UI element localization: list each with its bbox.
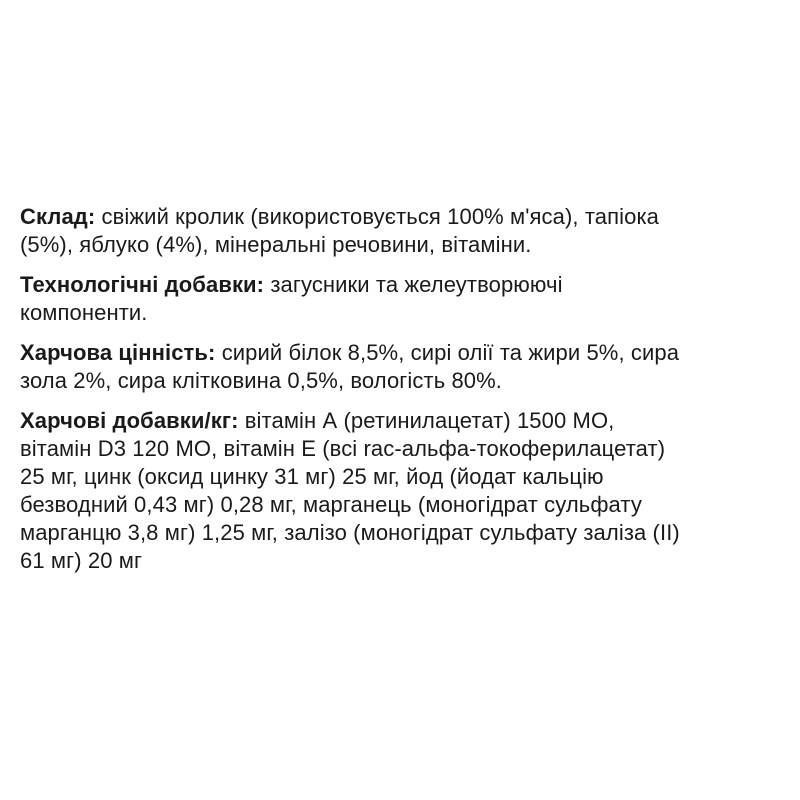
additives-paragraph — [20, 271, 790, 327]
additives-line-2: компоненти. — [20, 300, 148, 325]
supplements-line-3: 25 мг, цинк (оксид цинку 31 мг) 25 мг, йод (йодат кальцію — [20, 464, 604, 489]
supplements-line-5: марганцю 3,8 мг) 1,25 мг, залізо (моногідрат сульфату заліза (ІІ) — [20, 520, 680, 545]
composition-label: Склад: — [20, 204, 96, 229]
composition-line-2: (5%), яблуко (4%), мінеральні речовини, вітаміни. — [20, 232, 532, 257]
nutrition-line-2: зола 2%, сира клітковина 0,5%, вологість 80%. — [20, 368, 503, 393]
supplements-label: Харчові добавки/кг: — [20, 408, 239, 433]
nutrition-paragraph — [20, 339, 790, 395]
composition-text-1: свіжий кролик (використовується 100% м'яса), тапіока — [95, 204, 659, 229]
supplements-text-1: вітамін А (ретинилацетат) 1500 МО, — [238, 408, 615, 433]
supplements-line-6: 61 мг) 20 мг — [20, 548, 143, 573]
composition-line-1 — [20, 203, 790, 231]
supplements-paragraph — [20, 407, 790, 575]
additives-text-1: загусники та желеутворюючі — [264, 272, 563, 297]
additives-line-1 — [20, 271, 790, 299]
product-composition-text — [20, 203, 790, 587]
supplements-line-2: вітамін D3 120 МО, вітамін Е (всі rac-альфа-токоферилацетат) — [20, 436, 666, 461]
nutrition-label: Харчова цінність: — [20, 340, 216, 365]
composition-paragraph — [20, 203, 790, 259]
supplements-line-1 — [20, 407, 790, 435]
nutrition-line-1 — [20, 339, 790, 367]
additives-label: Технологічні добавки: — [20, 272, 265, 297]
supplements-line-4: безводний 0,43 мг) 0,28 мг, марганець (моногідрат сульфату — [20, 492, 642, 517]
nutrition-text-1: сирий білок 8,5%, сирі олії та жири 5%, сира — [215, 340, 680, 365]
